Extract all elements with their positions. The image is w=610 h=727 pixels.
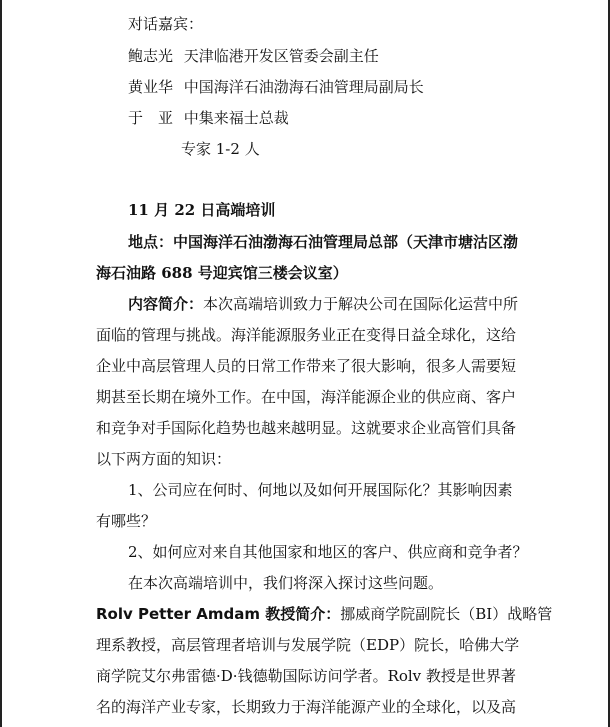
content-label: 内容简介： bbox=[128, 295, 204, 313]
content-line: 企业中高层管理人员的日常工作带来了很大影响，很多人需要短 bbox=[96, 357, 517, 375]
guests-heading: 对话嘉宾： bbox=[128, 15, 204, 33]
guest-row bbox=[128, 108, 289, 128]
content-text: 本次高端培训致力于解决公司在国际化运营中所 bbox=[203, 295, 519, 313]
question-1-line: 1、公司应在何时、何地以及如何开展国际化？其影响因素 bbox=[128, 481, 513, 499]
content-line: 以下两方面的知识： bbox=[96, 450, 232, 468]
guest-name: 鲍志光 bbox=[128, 47, 174, 65]
guest-title: 中集来福士总裁 bbox=[183, 109, 289, 127]
bio-intro-line bbox=[96, 604, 552, 624]
experts-note: 专家 1-2 人 bbox=[181, 140, 260, 158]
training-location-line: 地点：中国海洋石油渤海石油管理局总部（天津市塘沽区渤 bbox=[128, 233, 519, 251]
bio-line: 名的海洋产业专家，长期致力于海洋能源产业的全球化，以及高 bbox=[96, 698, 517, 716]
guest-name: 于 亚 bbox=[128, 109, 174, 127]
closing-line: 在本次高端培训中，我们将深入探讨这些问题。 bbox=[128, 574, 444, 592]
bio-line: 商学院艾尔弗雷德·D·钱德勒国际访问学者。Rolv 教授是世界著 bbox=[96, 667, 516, 685]
guest-row bbox=[128, 46, 379, 66]
guest-title: 中国海洋石油渤海石油管理局副局长 bbox=[183, 78, 424, 96]
content-intro-line bbox=[128, 294, 518, 314]
guest-name: 黄业华 bbox=[128, 78, 174, 96]
training-date-heading: 11 月 22 日高端培训 bbox=[128, 201, 276, 219]
bio-line: 理系教授，高层管理者培训与发展学院（EDP）院长，哈佛大学 bbox=[96, 636, 520, 654]
bio-text: 挪威商学院副院长（BI）战略管 bbox=[340, 605, 553, 623]
content-line: 和竞争对手国际化趋势也越来越明显。这就要求企业高管们具备 bbox=[96, 419, 517, 437]
guest-title: 天津临港开发区管委会副主任 bbox=[183, 47, 379, 65]
question-2-line: 2、如何应对来自其他国家和地区的客户、供应商和竞争者？ bbox=[128, 543, 528, 561]
question-1-line: 有哪些？ bbox=[96, 512, 157, 530]
bio-label: Rolv Petter Amdam 教授简介： bbox=[96, 605, 341, 623]
training-location-line: 海石油路 688 号迎宾馆三楼会议室） bbox=[96, 264, 348, 282]
content-line: 面临的管理与挑战。海洋能源服务业正在变得日益全球化，这给 bbox=[96, 326, 517, 344]
content-line: 期甚至长期在境外工作。在中国，海洋能源企业的供应商、客户 bbox=[96, 388, 517, 406]
guest-row bbox=[128, 77, 424, 97]
